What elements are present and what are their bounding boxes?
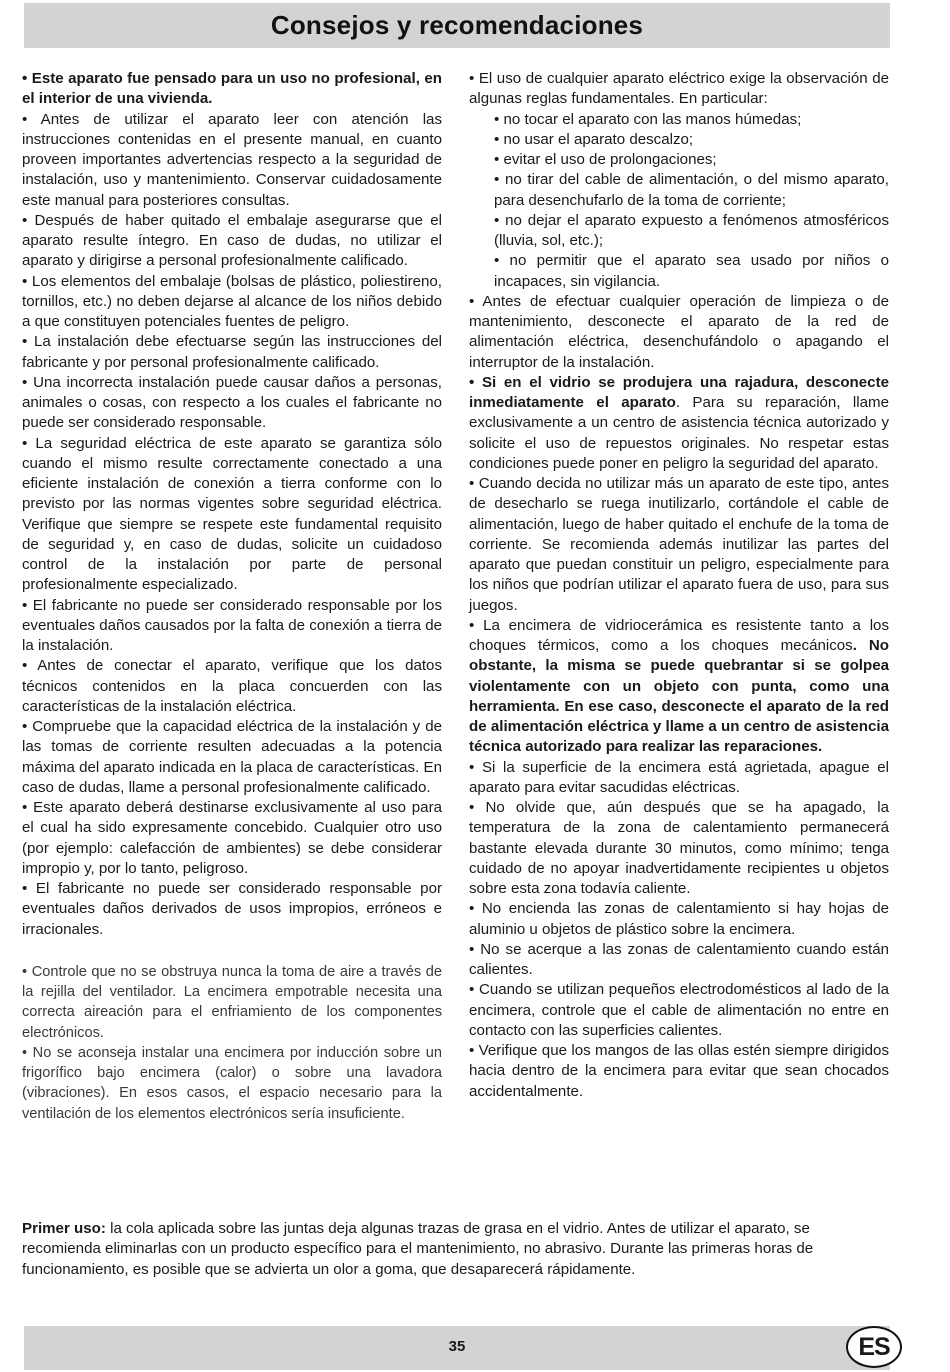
first-use-text: la cola aplicada sobre las juntas deja algunas trazas de grasa en el vidrio. Antes de utilizar el aparato, se recomienda eliminarlas con un producto específico para el mantenimiento, no abrasivo. Durante las primeras horas de funcionamiento, es posible que se advierta un olor a goma, que desaparecerá rápidamente.	[22, 1220, 814, 1278]
spacer	[22, 940, 442, 962]
warning-text: . Para su reparación, llame exclusivamente a un centro de asistencia técnica autorizado y solicite el uso de repuestos originales. No respetar estas condiciones puede poner en peligro la seguridad del aparato.	[469, 394, 889, 472]
language-badge: ES	[846, 1326, 902, 1368]
first-use-label: Primer uso:	[22, 1220, 106, 1237]
page-header	[24, 3, 890, 48]
list-item	[469, 373, 889, 474]
list-item: • Cuando decida no utilizar más un aparato de este tipo, antes de desecharlo se ruega inutilizarlo, cortándole el cable de alimentación, luego de haber quitado el enchufe de la toma de corriente. Se recomienda además inutilizar las partes del aparato que puedan constituir un peligro, especialmente para los niños que podrían utilizar el aparato fuera de uso, para sus juegos.	[469, 475, 889, 614]
list-item: • Antes de efectuar cualquier operación de limpieza o de mantenimiento, desconecte el aparato de la red de alimentación eléctrica, desenchufándolo o apagando el interruptor de la instalación.	[469, 292, 889, 371]
list-item: • Compruebe que la capacidad eléctrica de la instalación y de las tomas de corriente resulten adecuadas a la potencia máxima del aparato indicada en la placa de características. En caso de dudas, llame a personal profesionalmente calificado.	[22, 718, 442, 796]
page-footer	[24, 1326, 890, 1370]
note-item: • Controle que no se obstruya nunca la toma de aire a través de la rejilla del ventilador. La encimera empotrable necesita una correcta aireación para el enfriamiento de los componentes electrónicos.	[22, 963, 442, 1041]
list-item: • Si la superficie de la encimera está agrietada, apague el aparato para evitar sacudidas eléctricas.	[469, 758, 889, 796]
list-item: • No olvide que, aún después que se ha apagado, la temperatura de la zona de calentamiento permanecerá bastante elevada durante 30 minutos, como mínimo; tenga cuidado de no apoyar inadvertidamente recipientes u objetos sobre esta zona todavía caliente.	[469, 799, 889, 897]
list-item: • No se acerque a las zonas de calentamiento cuando están calientes.	[469, 940, 889, 978]
list-item: • El fabricante no puede ser considerado responsable por los eventuales daños causados por la falta de conexión a tierra de la instalación.	[22, 596, 442, 654]
note-item: • No se aconseja instalar una encimera por inducción sobre un frigorífico bajo encimera (calor) o sobre una lavadora (vibraciones). En esos casos, el espacio necesario para la ventilación de los elementos electrónicos sería insuficiente.	[22, 1044, 442, 1122]
page-number: 35	[448, 1338, 466, 1355]
sub-list-item: • no dejar el aparato expuesto a fenómenos atmosféricos (lluvia, sol, etc.);	[494, 211, 889, 249]
list-item: • Una incorrecta instalación puede causar daños a personas, animales o cosas, con respecto a los cuales el fabricante no puede ser considerado responsable.	[22, 373, 442, 432]
sub-list-item: • no permitir que el aparato sea usado por niños o incapaces, sin vigilancia.	[494, 252, 889, 290]
sub-list-item: • no tocar el aparato con las manos húmedas;	[494, 110, 802, 128]
left-column	[22, 69, 442, 1124]
right-column	[469, 69, 889, 1102]
list-item: • Este aparato fue pensado para un uso no profesional, en el interior de una vivienda.	[22, 70, 442, 108]
page-title: Consejos y recomendaciones	[270, 10, 644, 40]
list-item: • Los elementos del embalaje (bolsas de plástico, poliestireno, tornillos, etc.) no deben dejarse al alcance de los niños debido a que constituyen potenciales fuentes de peligro.	[22, 272, 442, 330]
warning-emphasis: . No obstante, la misma se puede quebrantar si se golpea violentamente con un objeto con punta, como una herramienta. En ese caso, desconecte el aparato de la red de alimentación eléctrica y llame a un centro de asistencia técnica autorizado para realizar las reparaciones.	[469, 637, 889, 756]
item-text: • La encimera de vidriocerámica es resistente tanto a los choques térmicos, como a los choques mecánicos	[469, 616, 889, 654]
list-item: • Antes de conectar el aparato, verifique que los datos técnicos contenidos en la placa concuerden con las características de la instalación eléctrica.	[22, 657, 442, 715]
sub-list-item: • no tirar del cable de alimentación, o del mismo aparato, para desenchufarlo de la toma de corriente;	[494, 171, 889, 209]
sub-list-item: • evitar el uso de prolongaciones;	[494, 151, 717, 168]
list-item: • La instalación debe efectuarse según las instrucciones del fabricante y por personal profesionalmente calificado.	[22, 333, 442, 371]
list-item: • Verifique que los mangos de las ollas estén siempre dirigidos hacia dentro de la encimera para evitar que sean chocados accidentalmente.	[469, 1042, 889, 1100]
warning-emphasis: • Si en el vidrio se produjera una rajadura, desconecte inmediatamente el aparato	[469, 373, 889, 411]
list-item: • No encienda las zonas de calentamiento si hay hojas de aluminio u objetos de plástico sobre la encimera.	[469, 900, 889, 938]
list-item: • Después de haber quitado el embalaje asegurarse que el aparato resulte íntegro. En caso de dudas, no utilizar el aparato y dirigirse a personal profesionalmente calificado.	[22, 211, 442, 270]
first-use-note	[22, 1219, 890, 1280]
list-item: • Antes de utilizar el aparato leer con atención las instrucciones contenidas en el presente manual, en cuanto proveen importantes advertencias respecto a la seguridad de instalación, uso y mantenimiento. Conservar cuidadosamente este manual para posteriores consultas.	[22, 110, 442, 209]
sub-list-item: • no usar el aparato descalzo;	[494, 130, 694, 148]
list-item: • El fabricante no puede ser considerado responsable por eventuales daños derivados de usos impropios, erróneos e irracionales.	[22, 880, 442, 938]
list-item: • Este aparato deberá destinarse exclusivamente al uso para el cual ha sido expresamente concebido. Cualquier otro uso (por ejemplo: calefacción de ambientes) se debe considerar impropio y, por lo tanto, peligroso.	[22, 799, 442, 877]
list-item: • El uso de cualquier aparato eléctrico exige la observación de algunas reglas fundamentales. En particular:	[469, 70, 889, 108]
list-item	[469, 616, 889, 758]
list-item: • La seguridad eléctrica de este aparato se garantiza sólo cuando el mismo resulte correctamente conectado a una eficiente instalación de conexión a tierra conforme con lo previsto por las normas vigentes sobre seguridad eléctrica. Verifique que siempre se respete este fundamental requisito de seguridad y, en caso de dudas, solicite un cuidadoso control de la instalación por parte de personal profesionalmente especializado.	[22, 434, 442, 594]
list-item: • Cuando se utilizan pequeños electrodomésticos al lado de la encimera, controle que el cable de alimentación no entre en contacto con las superficies calientes.	[469, 981, 889, 1039]
